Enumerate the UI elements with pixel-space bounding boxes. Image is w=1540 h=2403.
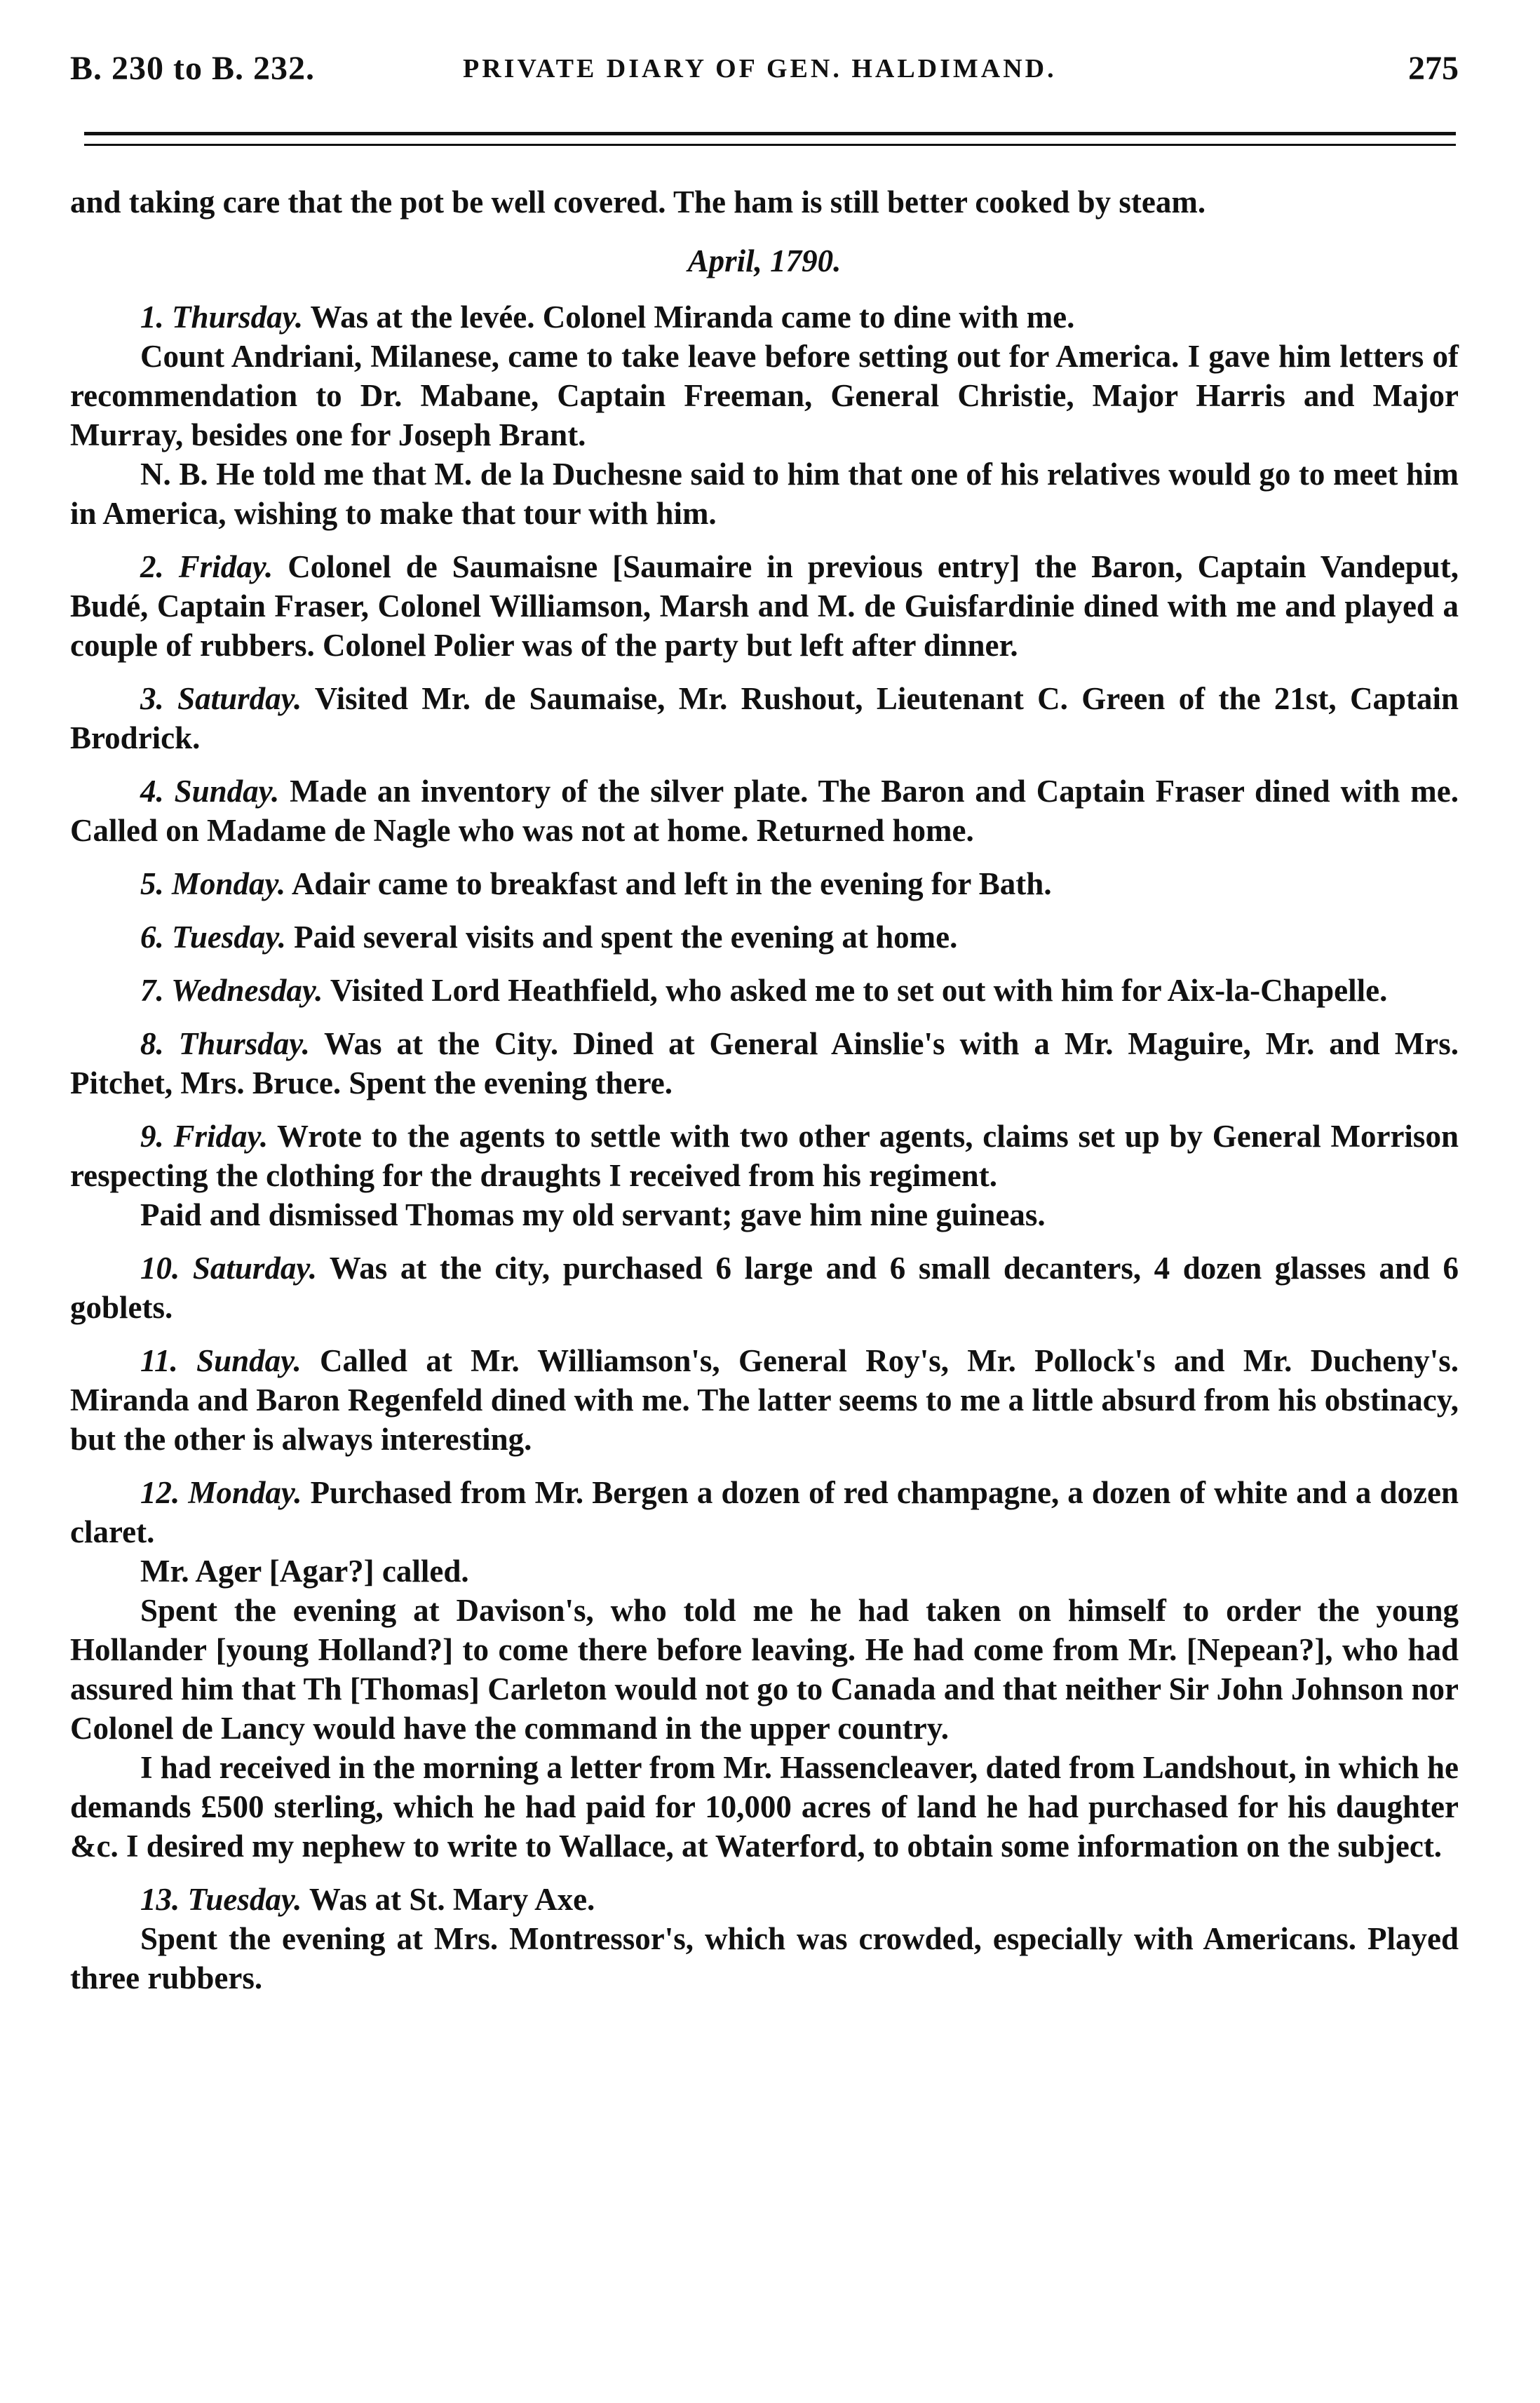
entry-6-date: 6. Tuesday. [140, 920, 286, 955]
entry-3-date: 3. Saturday. [140, 681, 302, 716]
entry-13-text: Was at St. Mary Axe. [302, 1882, 595, 1917]
entry-5-date: 5. Monday. [140, 866, 286, 901]
entry-5-text: Adair came to breakfast and left in the evening for Bath. [285, 866, 1052, 901]
entry-4-date: 4. Sunday. [140, 774, 280, 809]
running-head [70, 28, 1459, 112]
diary-text [70, 182, 1459, 2012]
entry-10 [70, 1248, 1459, 1327]
entry-8-text: Was at the City. Dined at General Ainslie's with a Mr. Maguire, Mr. and Mrs. Pitchet, Mrs. Bruce. Spent the evening there. [70, 1026, 1459, 1100]
entry-13-paragraph-2: Spent the evening at Mrs. Montressor's, which was crowded, especially with Americans. Played three rubbers. [70, 1921, 1459, 1995]
entry-1-paragraph-2: Count Andriani, Milanese, came to take leave before setting out for America. I gave him letters of recommendation to Dr. Mabane, Captain Freeman, General Christie, Major Harris and Major Murray, besides one for Joseph Brant. [70, 339, 1459, 452]
entry-4-text: Made an inventory of the silver plate. The Baron and Captain Fraser dined with me. Called on Madame de Nagle who was not at home. Returned home. [70, 774, 1459, 848]
entry-8 [70, 1024, 1459, 1103]
header-rule [84, 132, 1456, 146]
entry-12-paragraph-3: Spent the evening at Davison's, who told me he had taken on himself to order the young Hollander [young Holland?] to come there before leaving. He had come from Mr. [Nepean?], who had assured him that Th [Thomas] Carleton would not go to Canada and that neither Sir John Johnson nor Colonel de Lancy would have the command in the upper country. [70, 1593, 1459, 1746]
entry-13 [70, 1880, 1459, 1919]
entry-12 [70, 1473, 1459, 1551]
entry-7-text: Visited Lord Heathfield, who asked me to set out with him for Aix-la-Chapelle. [323, 973, 1388, 1008]
entry-3 [70, 679, 1459, 758]
entry-7-date: 7. Wednesday. [140, 973, 323, 1008]
entry-5 [70, 864, 1459, 903]
entry-1-paragraph-3: N. B. He told me that M. de la Duchesne said to him that one of his relatives would go to meet him in America, wishing to make that tour with him. [70, 457, 1459, 531]
entry-12-paragraph-2: Mr. Ager [Agar?] called. [140, 1554, 469, 1589]
entry-6 [70, 917, 1459, 957]
entry-12-date: 12. Monday. [140, 1475, 302, 1510]
book-page [70, 28, 1459, 112]
entry-12-paragraph-4: I had received in the morning a letter from Mr. Hassencleaver, dated from Landshout, in which he demands £500 sterling, which he had paid for 10,000 acres of land he had purchased for his daughter &c. I desired my nephew to write to Wallace, at Waterford, to obtain some information on the subject. [70, 1750, 1459, 1864]
entry-7 [70, 971, 1459, 1010]
entry-1 [70, 297, 1459, 337]
entry-6-text: Paid several visits and spent the evening at home. [285, 920, 958, 955]
month-heading: April, 1790. [687, 243, 842, 278]
entry-11 [70, 1341, 1459, 1459]
entry-2-date: 2. Friday. [140, 549, 273, 584]
entry-11-date: 11. Sunday. [140, 1343, 302, 1378]
page-number: 275 [1408, 50, 1459, 87]
entry-11-text: Called at Mr. Williamson's, General Roy's, Mr. Pollock's and Mr. Ducheny's. Miranda and Baron Regenfeld dined with me. The latter seems to me a little absurd from his obstinacy, but the other is always interesting. [70, 1343, 1459, 1457]
book-title: PRIVATE DIARY OF GEN. HALDIMAND. [463, 54, 1057, 83]
entry-4 [70, 772, 1459, 850]
entry-10-text: Was at the city, purchased 6 large and 6 small decanters, 4 dozen glasses and 6 goblets. [70, 1251, 1459, 1325]
entry-12-text: Purchased from Mr. Bergen a dozen of red champagne, a dozen of white and a dozen claret. [70, 1475, 1459, 1549]
entry-2 [70, 547, 1459, 665]
entry-9-paragraph-2: Paid and dismissed Thomas my old servant; gave him nine guineas. [140, 1197, 1046, 1232]
entry-1-text: Was at the levée. Colonel Miranda came to dine with me. [303, 299, 1075, 335]
continued-paragraph: and taking care that the pot be well covered. The ham is still better cooked by steam. [70, 184, 1206, 220]
section-range: B. 230 to B. 232. [70, 50, 316, 87]
entry-13-date: 13. Tuesday. [140, 1882, 302, 1917]
entry-8-date: 8. Thursday. [140, 1026, 310, 1061]
entry-9-date: 9. Friday. [140, 1119, 269, 1154]
entry-3-text: Visited Mr. de Saumaise, Mr. Rushout, Lieutenant C. Green of the 21st, Captain Brodrick. [70, 681, 1459, 755]
entry-1-date: 1. Thursday. [140, 299, 304, 335]
entry-10-date: 10. Saturday. [140, 1251, 317, 1286]
entry-9-text: Wrote to the agents to settle with two other agents, claims set up by General Morrison respecting the clothing for the draughts I received from his regiment. [70, 1119, 1459, 1193]
entry-2-text: Colonel de Saumaisne [Saumaire in previous entry] the Baron, Captain Vandeput, Budé, Captain Fraser, Colonel Williamson, Marsh and M. de Guisfardinie dined with me and played a couple of rubbers. Colonel Polier was of the party but left after dinner. [70, 549, 1459, 663]
entry-9 [70, 1117, 1459, 1195]
